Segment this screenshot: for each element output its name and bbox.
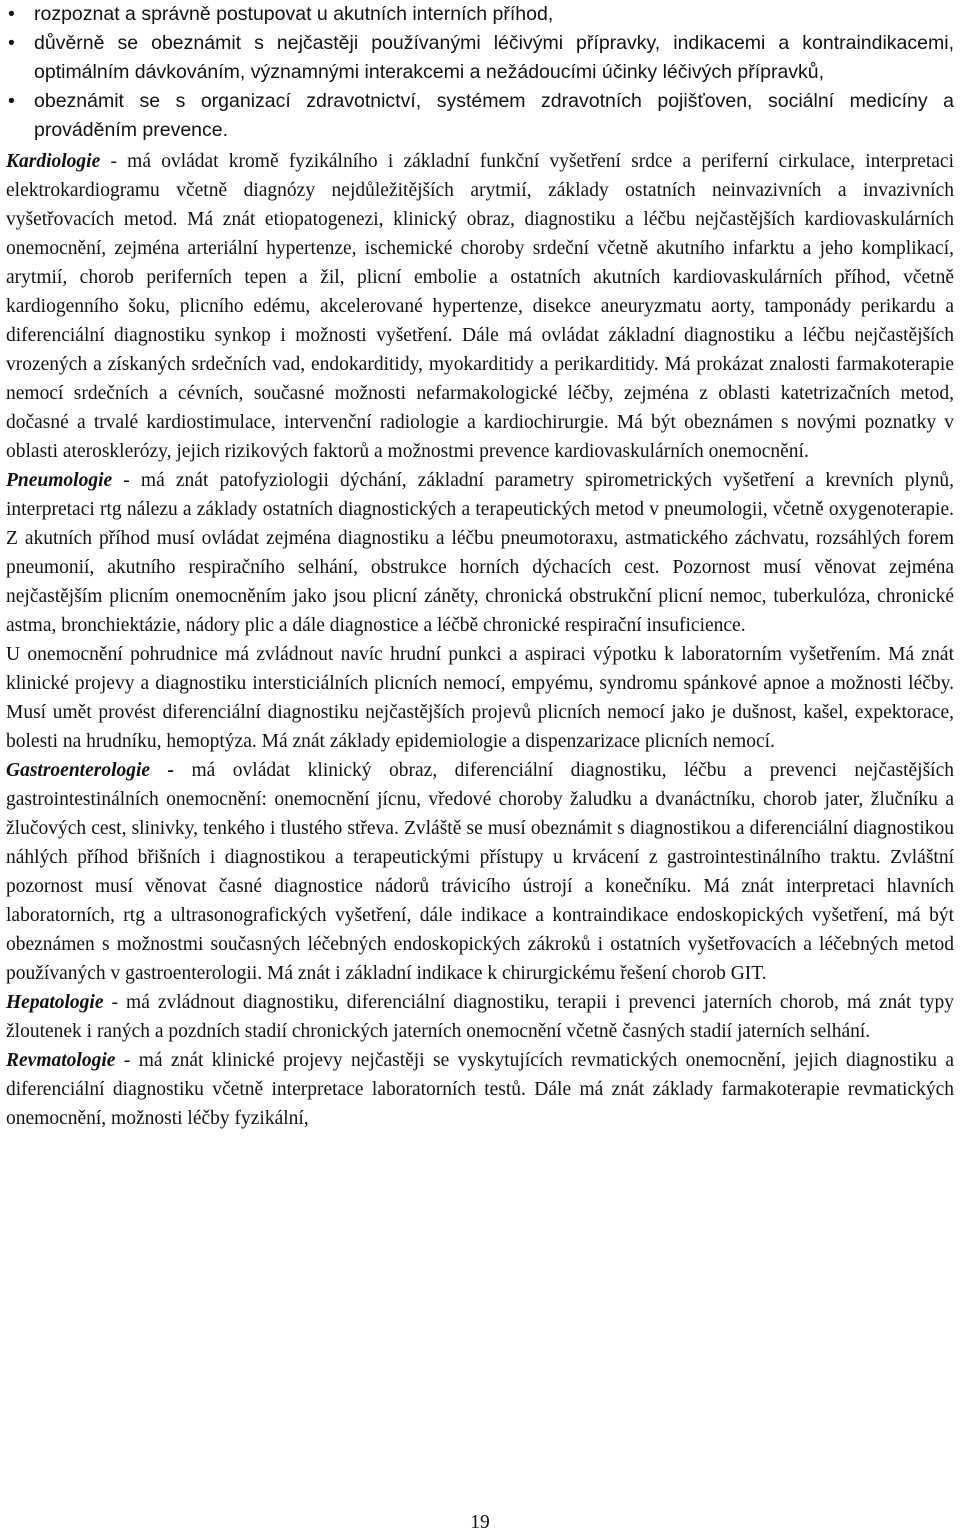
list-item — [6, 29, 954, 87]
requirements-list — [6, 0, 954, 145]
section-body: - má znát patofyziologii dýchání, základní parametry spirometrických vyšetření a krevních plynů, interpretaci rtg nálezu a základy ostatních diagnostických a terapeutických metod v pneumologii, včetně oxygenoterapie. Z akutních příhod musí ovládat zejména diagnostiku a léčbu pneumotoraxu, astmatického záchvatu, rozsáhlých forem pneumonií, akutního respiračního selhání, obstrukce horních dýchacích cest. Pozornost musí věnovat zejména nejčastějším plicním onemocněním jako jsou plicní záněty, chronická obstrukční plicní nemoc, tuberkulóza, chronické astma, bronchiektázie, nádory plic a dále diagnostice a léčbě chronické respirační insuficience. — [6, 470, 954, 636]
section-revmatologie — [6, 1046, 954, 1133]
section-body: - má ovládat kromě fyzikálního i základní funkční vyšetření srdce a periferní cirkulace, interpretaci elektrokardiogramu včetně diagnózy nejdůležitějších arytmií, základy ostatních neinvazivních a invazivních vyšetřovacích metod. Má znát etiopatogenezi, klinický obraz, diagnostiku a léčbu nejčastějších kardiovaskulárních onemocnění, zejména arteriální hypertenze, ischemické choroby srdeční včetně akutního infarktu a jeho komplikací, arytmií, chorob periferních tepen a žil, plicní embolie a ostatních akutních kardiovaskulárních příhod, včetně kardiogenního šoku, plicního edému, akcelerované hypertenze, disekce aneuryzmatu aorty, tamponády perikardu a diferenciální diagnostiku synkop i možnosti vyšetření. Dále má ovládat základní diagnostiku a léčbu nejčastějších vrozených a získaných srdečních vad, endokarditidy, myokarditidy a perikarditidy. Má prokázat znalosti farmakoterapie nemocí srdečních a cévních, současné možnosti nefarmakologické léčby, zejména z oblasti katetrizačních metod, dočasné a trvalé kardiostimulace, intervenční radiologie a kardiochirurgie. Má být obeznámen s novými poznatky v oblasti aterosklerózy, jejich rizikových faktorů a možnostmi prevence kardiovaskulárních onemocnění. — [6, 151, 954, 462]
bullet-icon: • — [8, 3, 15, 25]
bullet-icon: • — [8, 32, 15, 54]
page-number: 19 — [470, 1512, 490, 1533]
list-item-text: rozpoznat a správně postupovat u akutních interních příhod, — [34, 3, 554, 25]
bullet-icon: • — [8, 90, 15, 112]
section-pneumologie-continued — [6, 640, 954, 756]
section-body: - má zvládnout diagnostiku, diferenciální diagnostiku, terapii i prevenci jaterních chorob, má znát typy žloutenek i raných a pozdních stadií chronických jaterních onemocnění včetně časných stadií jaterních selhání. — [6, 992, 954, 1042]
section-body: U onemocnění pohrudnice má zvládnout navíc hrudní punkci a aspiraci výpotku k laboratorním vyšetřením. Má znát klinické projevy a diagnostiku intersticiálních plicních nemocí, empyému, syndromu spánkové apnoe a možnosti léčby. Musí umět provést diferenciální diagnostiku nejčastějších projevů plicních nemocí jako je dušnost, kašel, expektorace, bolesti na hrudníku, hemoptýza. Má znát základy epidemiologie a dispenzarizace plicních nemocí. — [6, 644, 954, 752]
section-gastroenterologie — [6, 756, 954, 988]
section-hepatologie — [6, 988, 954, 1046]
section-kardiologie — [6, 147, 954, 466]
list-item — [6, 87, 954, 145]
list-item-text: obeznámit se s organizací zdravotnictví, systémem zdravotních pojišťoven, sociální medicíny a prováděním prevence. — [34, 90, 954, 141]
section-heading: Revmatologie — [6, 1050, 116, 1071]
document-page — [6, 0, 954, 1133]
section-heading: Gastroenterologie - — [6, 760, 175, 781]
list-item-text: důvěrně se obeznámit s nejčastěji používanými léčivými přípravky, indikacemi a kontraindikacemi, optimálním dávkováním, významnými interakcemi a nežádoucími účinky léčivých přípravků, — [34, 32, 954, 83]
section-body: - má znát klinické projevy nejčastěji se vyskytujících revmatických onemocnění, jejich diagnostiku a diferenciální diagnostiku včetně interpretace laboratorních testů. Dále má znát základy farmakoterapie revmatických onemocnění, možnosti léčby fyzikální, — [6, 1050, 954, 1129]
section-body: má ovládat klinický obraz, diferenciální diagnostiku, léčbu a prevenci nejčastějších gastrointestinálních onemocnění: onemocnění jícnu, vředové choroby žaludku a dvanáctníku, chorob jater, žlučníku a žlučových cest, slinivky, tenkého i tlustého střeva. Zvláště se musí obeznámit s diagnostikou a diferenciální diagnostikou náhlých příhod břišních i diagnostikou a terapeutickými přístupy u krvácení z gastrointestinálního traktu. Zvláštní pozornost musí věnovat časné diagnostice nádorů trávicího ústrojí a konečníku. Má znát interpretaci hlavních laboratorních, rtg a ultrasonografických vyšetření, dále indikace a kontraindikace endoskopických vyšetření, má být obeznámen s možnostmi současných léčebných endoskopických zákroků i ostatních vyšetřovacích a léčebných metod používaných v gastroenterologii. Má znát i základní indikace k chirurgickému řešení chorob GIT. — [6, 760, 955, 984]
section-heading: Hepatologie — [6, 992, 104, 1013]
list-item — [6, 0, 954, 29]
section-pneumologie — [6, 466, 954, 640]
section-heading: Pneumologie — [6, 470, 113, 491]
section-heading: Kardiologie — [6, 151, 101, 172]
